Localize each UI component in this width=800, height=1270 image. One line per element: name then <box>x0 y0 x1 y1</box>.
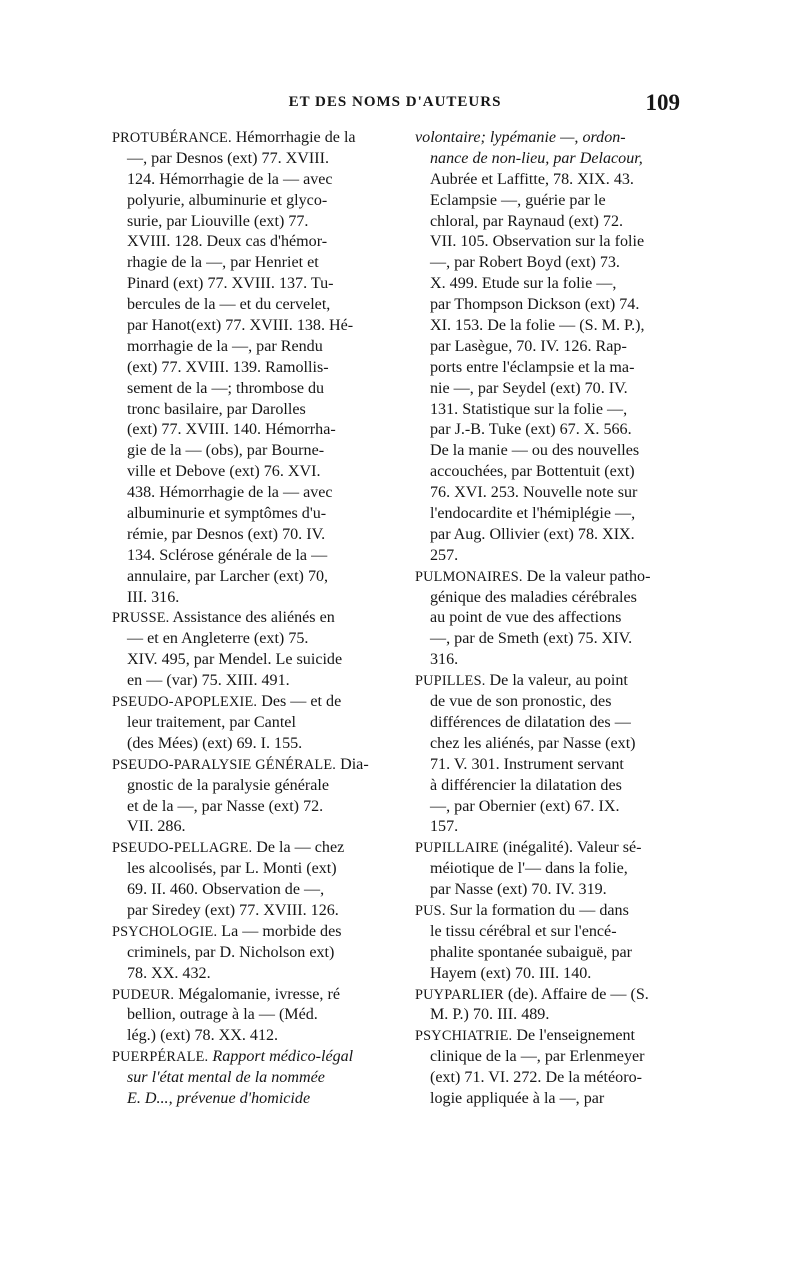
index-entry-head: PUPILLAIRE <box>415 840 499 857</box>
index-line <box>112 1026 374 1047</box>
index-line <box>415 170 677 191</box>
index-line <box>112 128 374 149</box>
index-entry-head: PULMONAIRES. <box>415 568 523 585</box>
index-entry-text: De la manie — ou des nouvelles <box>430 442 640 460</box>
index-line <box>112 859 374 880</box>
index-entry-text: au point de vue des affections <box>430 609 622 627</box>
index-line <box>112 337 374 358</box>
index-line <box>415 316 677 337</box>
index-line <box>112 776 374 797</box>
index-line <box>415 755 677 776</box>
index-line <box>112 964 374 985</box>
index-entry-text: Hémorrhagie de la <box>231 129 356 146</box>
index-line <box>415 441 677 462</box>
index-line <box>415 1089 677 1110</box>
index-entry-text: le tissu cérébral et sur l'encé- <box>430 922 617 940</box>
index-entry-text: polyurie, albuminurie et glyco- <box>127 191 328 209</box>
index-line <box>415 567 677 588</box>
index-line <box>415 922 677 943</box>
index-line <box>415 671 677 692</box>
index-line <box>415 420 677 441</box>
index-entry-text: La — morbide des <box>217 922 342 940</box>
index-entry-text: chez les aliénés, par Nasse (ext) <box>430 734 636 752</box>
index-entry-text: De la — chez <box>252 839 345 857</box>
index-line <box>112 629 374 650</box>
index-entry-text: différences de dilatation des — <box>430 713 631 731</box>
index-line <box>415 1047 677 1068</box>
index-entry-text: De la valeur, au point <box>485 672 628 690</box>
left-column <box>112 128 374 1110</box>
index-entry-text: rhagie de la —, par Henriet et <box>127 254 319 272</box>
index-entry-text: E. D..., prévenue d'homicide <box>127 1089 311 1107</box>
index-entry-text: (ext) 71. VI. 272. De la météoro- <box>430 1069 642 1087</box>
index-line <box>112 170 374 191</box>
index-line <box>112 838 374 859</box>
index-line <box>415 650 677 671</box>
index-line <box>112 650 374 671</box>
index-line <box>415 400 677 421</box>
index-entry-text: —, par Obernier (ext) 67. IX. <box>430 797 620 815</box>
index-entry-head: PROTUBÉRANCE. <box>112 130 232 146</box>
index-entry-head: PUDEUR. <box>112 986 175 1003</box>
index-line <box>112 316 374 337</box>
index-entry-text: accouchées, par Bottentuit (ext) <box>430 463 635 481</box>
index-line <box>112 212 374 233</box>
index-line <box>415 149 677 170</box>
index-entry-text: — et en Angleterre (ext) 75. <box>127 630 309 648</box>
index-entry-text: —, par de Smeth (ext) 75. XIV. <box>430 630 633 648</box>
index-line <box>415 901 677 922</box>
index-entry-text: à différencier la dilatation des <box>430 776 622 794</box>
index-line <box>415 546 677 567</box>
index-entry-text: génique des maladies cérébrales <box>430 588 637 606</box>
index-entry-text: Mégalomanie, ivresse, ré <box>174 985 340 1003</box>
index-line <box>415 985 677 1006</box>
index-entry-text: (inégalité). Valeur sé- <box>498 839 642 857</box>
index-line <box>112 922 374 943</box>
index-entry-text: 316. <box>430 651 459 669</box>
index-entry-text: VII. 286. <box>127 818 186 836</box>
index-entry-head: PUPILLES. <box>415 673 486 690</box>
index-line <box>112 608 374 629</box>
index-line <box>415 964 677 985</box>
index-entry-text: gnostic de la paralysie générale <box>127 776 329 794</box>
index-line <box>112 253 374 274</box>
index-entry-head: PSEUDO-PELLAGRE. <box>112 840 253 857</box>
index-line <box>415 253 677 274</box>
index-entry-text: annulaire, par Larcher (ext) 70, <box>127 567 329 585</box>
index-entry-text: chloral, par Raynaud (ext) 72. <box>430 212 624 230</box>
index-line <box>112 734 374 755</box>
index-line <box>415 734 677 755</box>
index-entry-text: XVIII. 128. Deux cas d'hémor- <box>127 233 328 251</box>
index-entry-text: méiotique de l'— dans la folie, <box>430 860 628 878</box>
index-line <box>112 713 374 734</box>
index-entry-text: les alcoolisés, par L. Monti (ext) <box>127 860 337 878</box>
page-number: 109 <box>645 90 680 115</box>
index-entry-text: leur traitement, par Cantel <box>127 713 296 731</box>
index-entry-text: phalite spontanée subaiguë, par <box>430 943 632 961</box>
index-line <box>415 713 677 734</box>
index-entry-text: par Nasse (ext) 70. IV. 319. <box>430 881 607 899</box>
index-entry-text: de vue de son pronostic, des <box>430 693 612 711</box>
index-line <box>112 567 374 588</box>
index-line <box>112 400 374 421</box>
index-entry-text: (des Mées) (ext) 69. I. 155. <box>127 734 303 752</box>
index-entry-text: bellion, outrage à la — (Méd. <box>127 1006 318 1024</box>
index-entry-text: sement de la —; thrombose du <box>127 379 325 397</box>
index-entry-text: Dia- <box>336 755 369 773</box>
index-line <box>415 629 677 650</box>
index-line <box>112 358 374 379</box>
index-line <box>112 901 374 922</box>
index-entry-text: III. 316. <box>127 588 180 606</box>
index-line <box>112 817 374 838</box>
index-line <box>112 755 374 776</box>
index-entry-text: 71. V. 301. Instrument servant <box>430 755 624 773</box>
index-entry-text: —, par Robert Boyd (ext) 73. <box>430 254 620 272</box>
index-entry-text: Des — et de <box>257 693 342 711</box>
index-line <box>415 462 677 483</box>
index-line <box>112 232 374 253</box>
index-entry-text: ville et Debove (ext) 76. XVI. <box>127 463 321 481</box>
index-entry-text: surie, par Liouville (ext) 77. <box>127 212 309 230</box>
index-entry-text: Assistance des aliénés en <box>169 609 335 627</box>
index-entry-text: par Aug. Ollivier (ext) 78. XIX. <box>430 525 635 543</box>
index-line <box>415 483 677 504</box>
index-entry-text: par Lasègue, 70. IV. 126. Rap- <box>430 337 627 355</box>
right-column <box>415 128 677 1110</box>
index-entry-text: par Hanot(ext) 77. XVIII. 138. Hé- <box>127 317 354 335</box>
index-line <box>112 483 374 504</box>
index-entry-text: clinique de la —, par Erlenmeyer <box>430 1048 645 1066</box>
index-line <box>112 274 374 295</box>
index-entry-text: albuminurie et symptômes d'u- <box>127 505 327 523</box>
running-title: ET DES NOMS D'AUTEURS <box>288 94 502 110</box>
index-line <box>415 504 677 525</box>
index-entry-text: nie —, par Seydel (ext) 70. IV. <box>430 379 628 397</box>
index-line <box>415 817 677 838</box>
index-entry-text: 157. <box>430 818 459 836</box>
index-line <box>112 1005 374 1026</box>
index-line <box>112 462 374 483</box>
index-entry-text: 257. <box>430 546 459 564</box>
index-entry-text: De la valeur patho- <box>522 567 651 585</box>
index-line <box>112 1047 374 1068</box>
index-line <box>415 232 677 253</box>
index-line <box>415 274 677 295</box>
index-line <box>415 776 677 797</box>
index-line <box>415 588 677 609</box>
index-entry-text: (ext) 77. XVIII. 139. Ramollis- <box>127 358 329 376</box>
index-entry-text: rémie, par Desnos (ext) 70. IV. <box>127 525 326 543</box>
index-entry-text: 124. Hémorrhagie de la — avec <box>127 170 333 188</box>
index-entry-text: 76. XVI. 253. Nouvelle note sur <box>430 484 638 502</box>
index-line <box>112 295 374 316</box>
index-line <box>415 692 677 713</box>
index-entry-text: (ext) 77. XVIII. 140. Hémorrha- <box>127 421 336 439</box>
index-line <box>112 588 374 609</box>
index-line <box>112 504 374 525</box>
index-entry-text: et de la —, par Nasse (ext) 72. <box>127 797 324 815</box>
index-entry-text: 134. Sclérose générale de la — <box>127 546 328 564</box>
index-entry-text: Rapport médico-légal <box>208 1048 354 1066</box>
index-entry-text: nance de non-lieu, par Delacour, <box>430 149 643 167</box>
index-line <box>415 379 677 400</box>
index-line <box>415 608 677 629</box>
index-entry-text: en — (var) 75. XIII. 491. <box>127 672 290 690</box>
index-line <box>415 337 677 358</box>
index-line <box>415 525 677 546</box>
index-entry-text: 69. II. 460. Observation de —, <box>127 881 325 899</box>
index-line <box>415 1026 677 1047</box>
index-entry-text: 131. Statistique sur la folie —, <box>430 400 628 418</box>
index-entry-text: logie appliquée à la —, par <box>430 1089 605 1107</box>
index-line <box>112 1089 374 1110</box>
index-entry-text: bercules de la — et du cervelet, <box>127 296 331 314</box>
index-entry-text: Pinard (ext) 77. XVIII. 137. Tu- <box>127 275 334 293</box>
index-line <box>112 671 374 692</box>
index-line <box>112 420 374 441</box>
index-line <box>112 546 374 567</box>
index-line <box>112 525 374 546</box>
index-entry-text: morrhagie de la —, par Rendu <box>127 337 323 355</box>
index-entry-text: par J.-B. Tuke (ext) 67. X. 566. <box>430 421 632 439</box>
index-line <box>112 1068 374 1089</box>
index-entry-text: X. 499. Etude sur la folie —, <box>430 275 617 293</box>
index-entry-text: XIV. 495, par Mendel. Le suicide <box>127 651 343 669</box>
index-line <box>415 1068 677 1089</box>
index-line <box>112 149 374 170</box>
index-entry-head: PRUSSE. <box>112 610 170 627</box>
index-entry-text: ports entre l'éclampsie et la ma- <box>430 358 635 376</box>
index-entry-text: 78. XX. 432. <box>127 964 211 982</box>
index-entry-text: l'endocardite et l'hémiplégie —, <box>430 505 636 523</box>
index-line <box>112 191 374 212</box>
index-entry-text: Aubrée et Laffitte, 78. XIX. 43. <box>430 170 634 188</box>
index-line <box>112 797 374 818</box>
index-line <box>415 797 677 818</box>
index-line <box>415 859 677 880</box>
index-line <box>112 943 374 964</box>
index-entry-text: —, par Desnos (ext) 77. XVIII. <box>127 149 330 167</box>
index-entry-text: Hayem (ext) 70. III. 140. <box>430 964 592 982</box>
index-entry-text: Sur la formation du — dans <box>445 901 629 919</box>
index-line <box>415 212 677 233</box>
index-entry-head: PUYPARLIER <box>415 986 504 1003</box>
index-entry-text: (de). Affaire de — (S. <box>503 985 649 1003</box>
index-entry-text: 438. Hémorrhagie de la — avec <box>127 484 333 502</box>
index-entry-head: PSEUDO-APOPLEXIE. <box>112 694 258 711</box>
index-entry-text: volontaire; lypémanie —, ordon- <box>415 129 626 146</box>
index-entry-text: sur l'état mental de la nommée <box>127 1069 325 1087</box>
index-entry-head: PSYCHIATRIE. <box>415 1028 513 1045</box>
index-line <box>415 128 677 149</box>
index-entry-text: tronc basilaire, par Darolles <box>127 400 306 418</box>
index-line <box>415 943 677 964</box>
index-entry-text: Eclampsie —, guérie par le <box>430 191 606 209</box>
index-line <box>415 880 677 901</box>
index-line <box>112 441 374 462</box>
index-line <box>415 295 677 316</box>
index-entry-text: gie de la — (obs), par Bourne- <box>127 442 325 460</box>
index-entry-head: PUS. <box>415 902 446 919</box>
index-entry-text: par Siredey (ext) 77. XVIII. 126. <box>127 901 339 919</box>
index-entry-head: PUERPÉRALE. <box>112 1049 209 1066</box>
index-line <box>112 379 374 400</box>
index-entry-text: De l'enseignement <box>512 1027 635 1045</box>
index-entry-head: PSEUDO-PARALYSIE GÉNÉRALE. <box>112 756 337 773</box>
index-line <box>415 358 677 379</box>
index-line <box>415 838 677 859</box>
index-line <box>112 692 374 713</box>
index-entry-text: XI. 153. De la folie — (S. M. P.), <box>430 317 645 335</box>
index-line <box>415 191 677 212</box>
index-entry-text: VII. 105. Observation sur la folie <box>430 233 645 251</box>
index-entry-text: lég.) (ext) 78. XX. 412. <box>127 1027 279 1045</box>
index-entry-text: criminels, par D. Nicholson ext) <box>127 943 335 961</box>
index-line <box>112 880 374 901</box>
index-line <box>415 1005 677 1026</box>
index-entry-head: PSYCHOLOGIE. <box>112 923 218 940</box>
index-line <box>112 985 374 1006</box>
index-entry-text: M. P.) 70. III. 489. <box>430 1006 550 1024</box>
index-entry-text: par Thompson Dickson (ext) 74. <box>430 296 640 314</box>
running-head <box>110 92 680 118</box>
